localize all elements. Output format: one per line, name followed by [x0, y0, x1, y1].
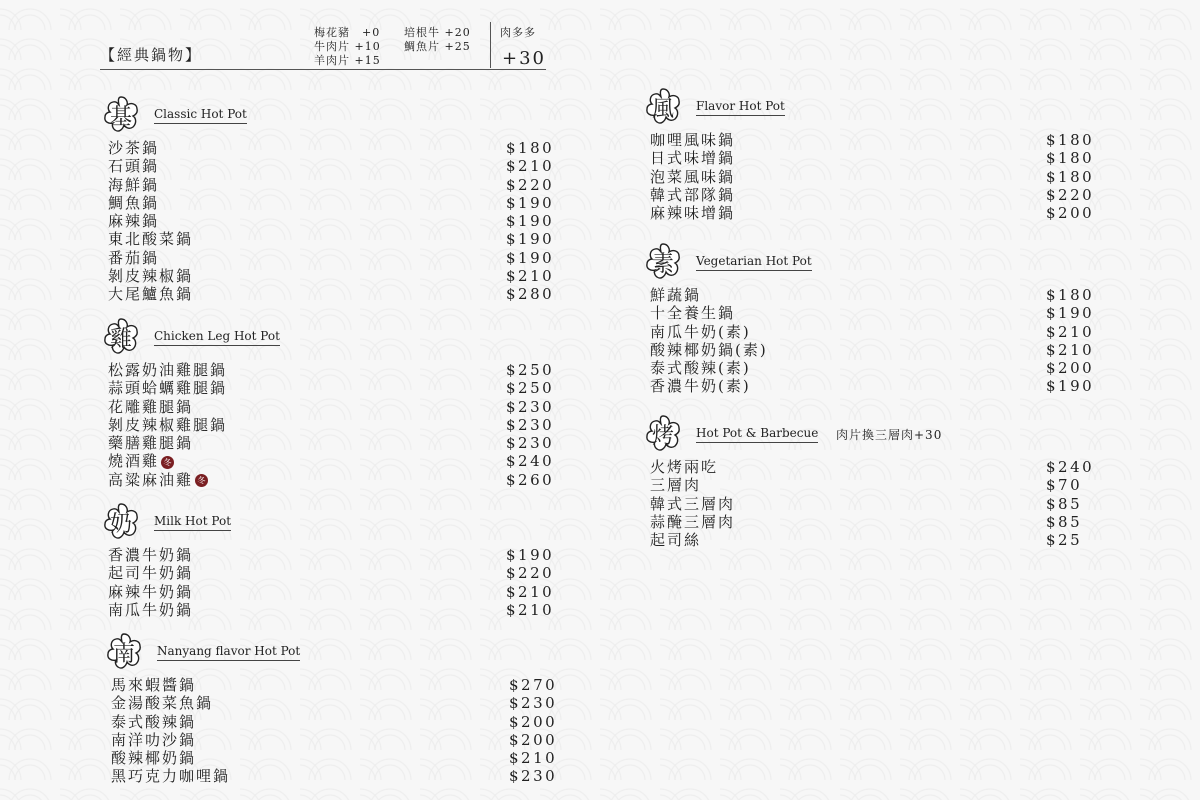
menu-item-name-wrap [108, 285, 193, 303]
section-header [642, 413, 1102, 455]
menu-item-price: $85 [1046, 494, 1083, 513]
plum-blossom-badge-icon [642, 413, 684, 455]
section-header [100, 94, 560, 136]
menu-item-name-wrap [650, 204, 735, 222]
menu-item [100, 230, 560, 248]
menu-item-name-wrap [650, 513, 735, 531]
section-header [100, 316, 560, 358]
menu-item-name: 南洋叻沙鍋 [111, 730, 197, 749]
meat-option: 羊肉片 +15 [314, 54, 381, 67]
section-flavor [642, 86, 1102, 222]
menu-item-price: $180 [506, 139, 555, 157]
menu-item-name-wrap [108, 471, 208, 489]
menu-item-name: 泰式酸辣(素) [650, 359, 751, 378]
menu-item [642, 286, 1102, 304]
menu-item-price: $210 [506, 582, 555, 601]
meat-option: 牛肉片 +10 [314, 40, 381, 53]
menu-item [642, 476, 1102, 494]
menu-item [642, 359, 1102, 377]
menu-item [642, 341, 1102, 359]
menu-item [642, 186, 1102, 204]
menu-item [642, 323, 1102, 341]
menu-item-name: 黑巧克力咖哩鍋 [111, 767, 231, 786]
menu-item-name: 海鮮鍋 [108, 175, 160, 194]
header-divider [490, 22, 491, 68]
menu-item-price: $220 [506, 175, 555, 194]
menu-item-price: $230 [506, 397, 555, 416]
menu-item-name: 起司絲 [650, 531, 702, 550]
menu-item [642, 131, 1102, 149]
menu-item-name: 剝皮辣椒鍋 [108, 267, 194, 286]
menu-item-list [100, 546, 560, 619]
section-header [100, 501, 560, 543]
menu-item-name-wrap [111, 676, 196, 694]
menu-item-price: $200 [509, 730, 558, 749]
section-note: 肉片換三層肉+30 [836, 428, 943, 442]
menu-item-name-wrap [650, 531, 701, 549]
menu-item-list [642, 458, 1102, 549]
menu-item-name: 蒜頭蛤蠣雞腿鍋 [108, 379, 228, 398]
menu-item-name-wrap [108, 452, 174, 470]
menu-item-price: $180 [1046, 131, 1095, 149]
menu-item [103, 731, 563, 749]
menu-title: 【經典鍋物】 [100, 46, 203, 64]
menu-item-name: 香濃牛奶(素) [650, 377, 751, 396]
menu-item-price: $200 [1046, 204, 1095, 223]
section-badge-char: 雞 [109, 326, 132, 352]
menu-item-name-wrap [650, 495, 735, 513]
meat-option: 梅花豬 +0 [314, 26, 381, 39]
menu-item-name: 鯛魚鍋 [108, 193, 160, 212]
menu-item-price: $190 [506, 248, 555, 267]
menu-item [103, 676, 563, 694]
menu-item-price: $85 [1046, 512, 1083, 531]
menu-item-name: 番茄鍋 [108, 248, 160, 267]
menu-item-name-wrap [111, 767, 230, 785]
menu-item-list [100, 139, 560, 304]
menu-item-price: $210 [506, 157, 555, 176]
menu-item-price: $250 [506, 361, 555, 379]
menu-item [103, 713, 563, 731]
menu-item [103, 694, 563, 712]
menu-item-price: $200 [509, 712, 558, 731]
menu-item-price: $200 [1046, 359, 1095, 378]
menu-item-name: 咖哩風味鍋 [650, 131, 736, 149]
menu-item-price: $190 [506, 230, 555, 249]
menu-item [100, 434, 560, 452]
menu-item-name-wrap [108, 194, 159, 212]
menu-item-price: $210 [509, 749, 558, 768]
menu-item-name: 花雕雞腿鍋 [108, 397, 194, 416]
menu-item [100, 546, 560, 564]
menu-item-price: $210 [506, 600, 555, 619]
menu-item-name-wrap [108, 601, 193, 619]
menu-item-name: 南瓜牛奶(素) [650, 322, 751, 341]
menu-item [100, 583, 560, 601]
menu-item-list [642, 131, 1102, 222]
menu-item [100, 379, 560, 397]
menu-item-name-wrap [650, 131, 735, 149]
menu-item-name: 泡菜風味鍋 [650, 167, 736, 186]
menu-item [100, 194, 560, 212]
menu-item-price: $230 [506, 415, 555, 434]
menu-item-name-wrap [108, 564, 193, 582]
menu-item-name-wrap [108, 434, 193, 452]
menu-item-name-wrap [650, 186, 735, 204]
menu-item-name: 東北酸菜鍋 [108, 230, 194, 249]
menu-item-name: 麻辣味增鍋 [650, 204, 736, 223]
menu-item-name: 石頭鍋 [108, 157, 160, 176]
section-badge-char: 風 [651, 96, 674, 122]
menu-item-name-wrap [111, 694, 213, 712]
section-classic [100, 94, 560, 304]
menu-item [642, 458, 1102, 476]
menu-item [642, 531, 1102, 549]
menu-item [100, 398, 560, 416]
menu-item-list [642, 286, 1102, 396]
menu-item-name-wrap [108, 176, 159, 194]
section-badge-char: 素 [651, 251, 674, 277]
section-header [103, 631, 563, 673]
menu-item [100, 416, 560, 434]
menu-item-name: 麻辣牛奶鍋 [108, 582, 194, 601]
menu-item-name-wrap [108, 398, 193, 416]
section-badge-char: 奶 [109, 511, 132, 537]
menu-item-price: $210 [506, 267, 555, 286]
menu-item-list [103, 676, 563, 786]
menu-item-name-wrap [108, 139, 159, 157]
menu-item-price: $270 [509, 676, 558, 694]
section-badge-char: 南 [112, 641, 135, 667]
menu-item-price: $190 [506, 193, 555, 212]
menu-item-price: $260 [506, 470, 555, 489]
menu-item [642, 513, 1102, 531]
section-nanyang [103, 631, 563, 786]
menu-item-name: 沙茶鍋 [108, 139, 160, 157]
menu-item [100, 249, 560, 267]
menu-header [100, 22, 546, 70]
menu-item [100, 212, 560, 230]
plum-blossom-badge-icon [100, 501, 142, 543]
menu-item-name-wrap [108, 157, 159, 175]
menu-item-name: 十全養生鍋 [650, 304, 736, 323]
section-header [642, 86, 1102, 128]
menu-item-name-wrap [108, 379, 227, 397]
menu-item-name-wrap [111, 713, 196, 731]
section-title: Flavor Hot Pot [696, 99, 785, 116]
section-title: Classic Hot Pot [154, 107, 247, 124]
menu-item-name-wrap [650, 377, 751, 395]
menu-item-name-wrap [650, 458, 718, 476]
menu-item-name: 三層肉 [650, 476, 702, 495]
menu-item-name: 韓式三層肉 [650, 494, 736, 513]
menu-item-name-wrap [108, 212, 159, 230]
section-title: Vegetarian Hot Pot [696, 254, 812, 271]
menu-item-price: $220 [1046, 185, 1095, 204]
menu-item-price: $190 [506, 212, 555, 231]
menu-item-price: $230 [509, 694, 558, 713]
menu-item-name: 火烤兩吃 [650, 458, 719, 476]
section-header [642, 241, 1102, 283]
menu-item-price: $210 [1046, 340, 1095, 359]
menu-item-name-wrap [650, 286, 701, 304]
plum-blossom-badge-icon [100, 94, 142, 136]
menu-item-name-wrap [650, 168, 735, 186]
menu-item-price: $25 [1046, 531, 1083, 550]
section-badge-char: 烤 [651, 423, 674, 449]
header-rule [100, 69, 546, 70]
menu-item-price: $190 [1046, 377, 1095, 396]
winter-season-badge: 冬 [195, 474, 208, 487]
menu-item [100, 285, 560, 303]
menu-item-name-wrap [650, 359, 751, 377]
menu-item [642, 304, 1102, 322]
menu-item-name: 燒酒雞 [108, 452, 160, 471]
menu-item-name: 藥膳雞腿鍋 [108, 434, 194, 453]
section-badge-char: 基 [109, 104, 132, 130]
menu-item-name-wrap [650, 341, 768, 359]
menu-item-price: $230 [509, 767, 558, 786]
section-chicken [100, 316, 560, 489]
section-title: Hot Pot & Barbecue [696, 426, 818, 443]
menu-item [100, 601, 560, 619]
menu-item-price: $220 [506, 564, 555, 583]
section-title: Milk Hot Pot [154, 514, 231, 531]
extra-meat-label: 肉多多 [500, 26, 536, 39]
menu-item-name: 金湯酸菜魚鍋 [111, 694, 214, 713]
menu-item-name: 大尾鱸魚鍋 [108, 285, 194, 304]
section-title: Nanyang flavor Hot Pot [157, 644, 300, 661]
menu-item-price: $180 [1046, 149, 1095, 168]
menu-item-name: 蒜醃三層肉 [650, 512, 736, 531]
menu-item [642, 168, 1102, 186]
meat-option: 培根牛 +20 [404, 26, 471, 39]
section-title: Chicken Leg Hot Pot [154, 329, 280, 346]
plum-blossom-badge-icon [103, 631, 145, 673]
menu-item-name-wrap [650, 476, 701, 494]
menu-item-name: 馬來蝦醬鍋 [111, 676, 197, 694]
menu-item [642, 495, 1102, 513]
plum-blossom-badge-icon [100, 316, 142, 358]
menu-item-name-wrap [111, 749, 196, 767]
menu-item-name-wrap [108, 249, 159, 267]
menu-item [100, 564, 560, 582]
menu-item-name-wrap [650, 149, 735, 167]
menu-item-name-wrap [108, 267, 193, 285]
menu-item-name: 高粱麻油雞 [108, 470, 194, 489]
menu-item-name: 日式味增鍋 [650, 149, 736, 168]
menu-item-price: $190 [506, 546, 555, 564]
menu-item [103, 767, 563, 785]
menu-item [100, 176, 560, 194]
menu-item-name: 鮮蔬鍋 [650, 286, 702, 304]
menu-item [642, 204, 1102, 222]
menu-item [100, 361, 560, 379]
menu-item-price: $70 [1046, 476, 1083, 495]
menu-item [100, 139, 560, 157]
menu-item-name-wrap [650, 323, 751, 341]
menu-item [100, 157, 560, 175]
section-vegetarian [642, 241, 1102, 396]
menu-item [103, 749, 563, 767]
menu-item-name: 香濃牛奶鍋 [108, 546, 194, 564]
menu-item-name: 酸辣椰奶鍋 [111, 749, 197, 768]
section-milk [100, 501, 560, 619]
plum-blossom-badge-icon [642, 241, 684, 283]
menu-item-price: $190 [1046, 304, 1095, 323]
menu-item [642, 377, 1102, 395]
menu-item-name-wrap [108, 230, 193, 248]
menu-item-name: 麻辣鍋 [108, 212, 160, 231]
menu-item-price: $180 [1046, 286, 1095, 304]
menu-item-name-wrap [108, 361, 227, 379]
menu-item-name: 起司牛奶鍋 [108, 564, 194, 583]
menu-item-name: 剝皮辣椒雞腿鍋 [108, 415, 228, 434]
menu-item-price: $210 [1046, 322, 1095, 341]
menu-item-name-wrap [108, 546, 193, 564]
meat-option: 鯛魚片 +25 [404, 40, 471, 53]
menu-item [100, 471, 560, 489]
menu-item-name: 韓式部隊鍋 [650, 185, 736, 204]
menu-item [100, 267, 560, 285]
menu-item-name: 南瓜牛奶鍋 [108, 600, 194, 619]
menu-item-price: $230 [506, 434, 555, 453]
menu-item-name-wrap [108, 583, 193, 601]
menu-item-price: $250 [506, 379, 555, 398]
extra-meat-price: +30 [502, 48, 546, 69]
menu-item-name: 酸辣椰奶鍋(素) [650, 340, 768, 359]
menu-item-name: 松露奶油雞腿鍋 [108, 361, 228, 379]
menu-item-price: $280 [506, 285, 555, 304]
menu-item [100, 452, 560, 470]
menu-item-name: 泰式酸辣鍋 [111, 712, 197, 731]
menu-item-name-wrap [111, 731, 196, 749]
plum-blossom-badge-icon [642, 86, 684, 128]
menu-item [642, 149, 1102, 167]
menu-item-name-wrap [650, 304, 735, 322]
menu-item-name-wrap [108, 416, 227, 434]
menu-item-list [100, 361, 560, 489]
section-bbq [642, 413, 1102, 549]
menu-item-price: $240 [1046, 458, 1095, 476]
winter-season-badge: 冬 [161, 456, 174, 469]
menu-item-price: $240 [506, 452, 555, 471]
menu-item-price: $180 [1046, 167, 1095, 186]
